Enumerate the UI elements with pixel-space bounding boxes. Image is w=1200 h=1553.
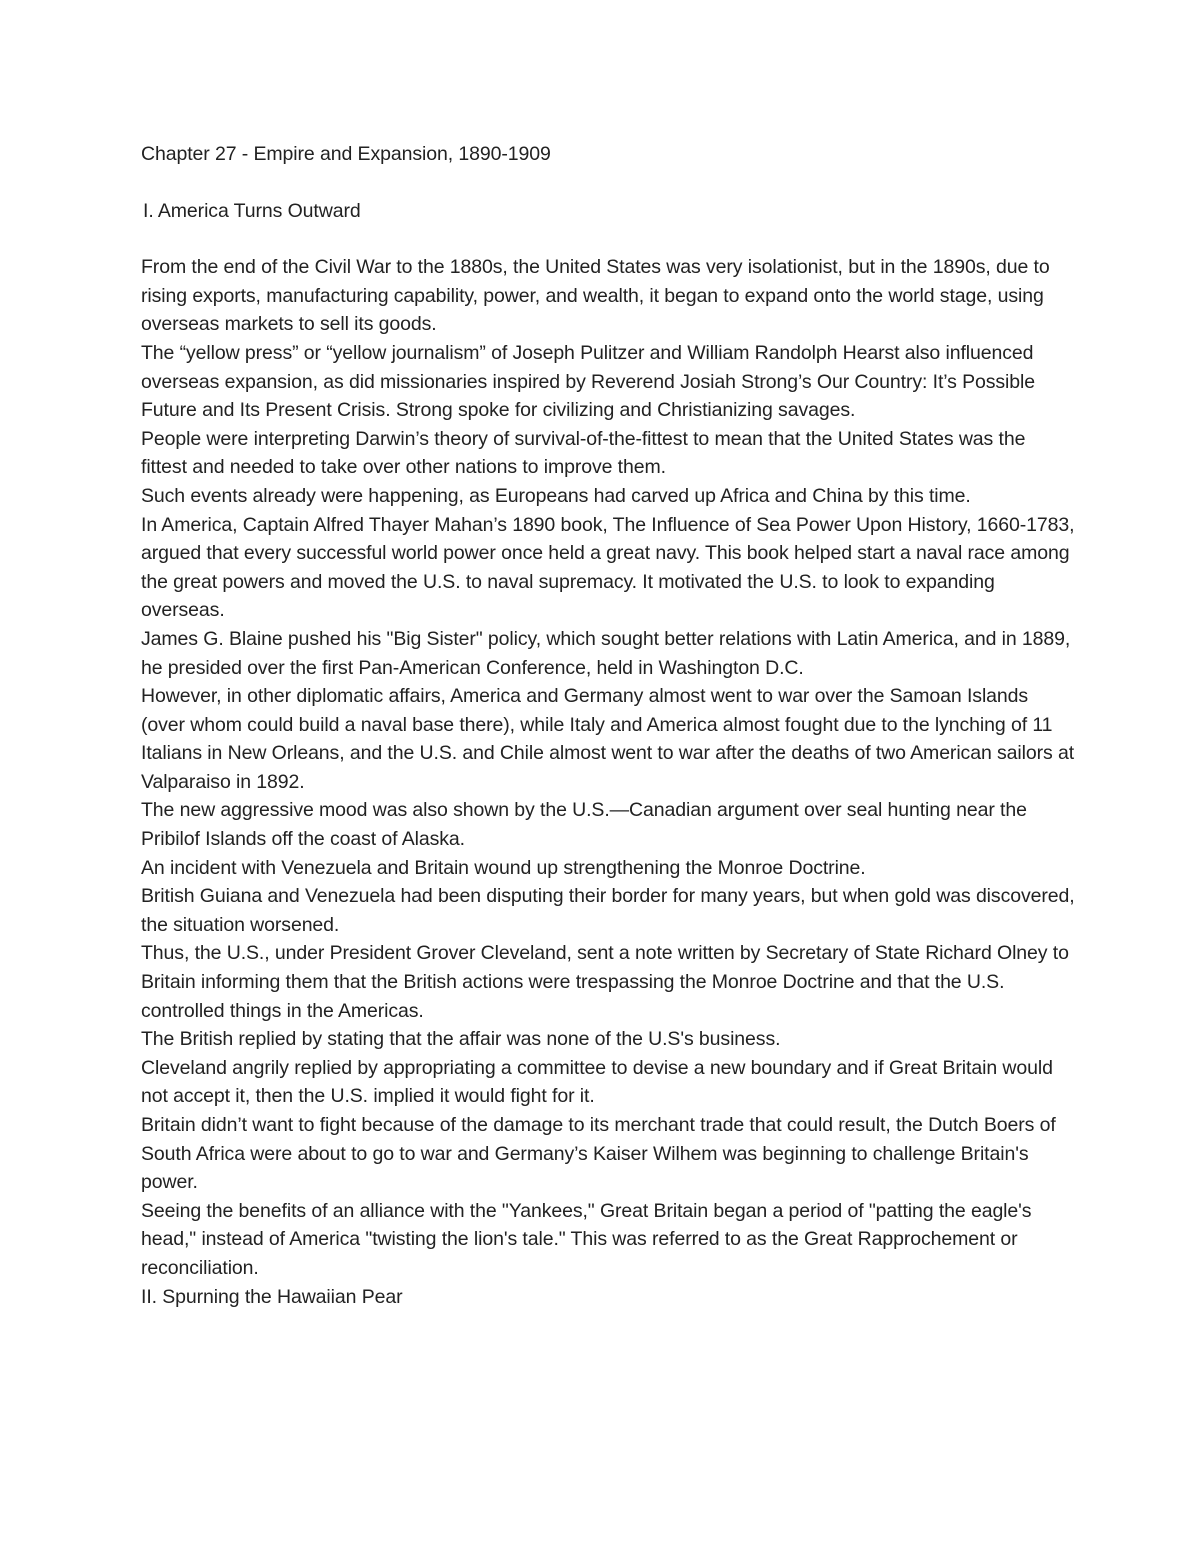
section-heading-1: I. America Turns Outward	[143, 199, 361, 222]
paragraph: Britain didn’t want to fight because of the damage to its merchant trade that could result, the Dutch Boers of South Africa were about to go to war and Germany’s Kaiser Wilhem was beginning to challenge Britain's power.	[141, 1114, 1056, 1194]
section-heading-2: II. Spurning the Hawaiian Pear	[141, 1285, 403, 1308]
document-title: Chapter 27 - Empire and Expansion, 1890-1909	[141, 143, 551, 165]
paragraph: In America, Captain Alfred Thayer Mahan’s 1890 book, The Influence of Sea Power Upon History, 1660-1783, argued that every successful world power once held a great navy. This book helped start a naval race among the great powers and moved the U.S. to naval supremacy. It motivated the U.S. to look to expanding overseas.	[141, 513, 1075, 622]
paragraph: British Guiana and Venezuela had been disputing their border for many years, but when gold was discovered, the situation worsened.	[141, 885, 1075, 936]
paragraph: From the end of the Civil War to the 1880s, the United States was very isolationist, but in the 1890s, due to rising exports, manufacturing capability, power, and wealth, it began to expand onto the world stage, using overseas markets to sell its goods.	[141, 256, 1050, 336]
paragraph: Cleveland angrily replied by appropriating a committee to devise a new boundary and if Great Britain would not accept it, then the U.S. implied it would fight for it.	[141, 1056, 1053, 1108]
paragraph: The new aggressive mood was also shown by the U.S.—Canadian argument over seal hunting near the Pribilof Islands off the coast of Alaska.	[141, 799, 1027, 851]
paragraph: Such events already were happening, as Europeans had carved up Africa and China by this time.	[141, 484, 971, 507]
paragraph: Seeing the benefits of an alliance with the "Yankees," Great Britain began a period of "patting the eagle's head," instead of America "twisting the lion's tale." This was referred to as the Great Rapprochement or reconciliation.	[141, 1199, 1032, 1279]
paragraph: Thus, the U.S., under President Grover Cleveland, sent a note written by Secretary of State Richard Olney to Britain informing them that the British actions were trespassing the Monroe Doctrine and that the U.S. controlled things in the Americas.	[141, 942, 1069, 1022]
document-body	[141, 140, 1076, 1311]
paragraph: An incident with Venezuela and Britain wound up strengthening the Monroe Doctrine.	[141, 856, 866, 879]
paragraph: James G. Blaine pushed his "Big Sister" policy, which sought better relations with Latin America, and in 1889, he presided over the first Pan-American Conference, held in Washington D.C.	[141, 627, 1071, 679]
paragraph: However, in other diplomatic affairs, America and Germany almost went to war over the Samoan Islands (over whom could build a naval base there), while Italy and America almost fought due to the lynching of 11 Italians in New Orleans, and the U.S. and Chile almost went to war after the deaths of two American sailors at Valparaiso in 1892.	[141, 685, 1075, 793]
paragraph: The “yellow press” or “yellow journalism” of Joseph Pulitzer and William Randolph Hearst also influenced overseas expansion, as did missionaries inspired by Reverend Josiah Strong’s Our Country: It’s Possible Future and Its Present Crisis. Strong spoke for civilizing and Christianizing savages.	[141, 341, 1036, 422]
paragraph: The British replied by stating that the affair was none of the U.S's business.	[141, 1028, 781, 1051]
paragraph: People were interpreting Darwin’s theory of survival-of-the-fittest to mean that the United States was the fittest and needed to take over other nations to improve them.	[141, 427, 1026, 479]
